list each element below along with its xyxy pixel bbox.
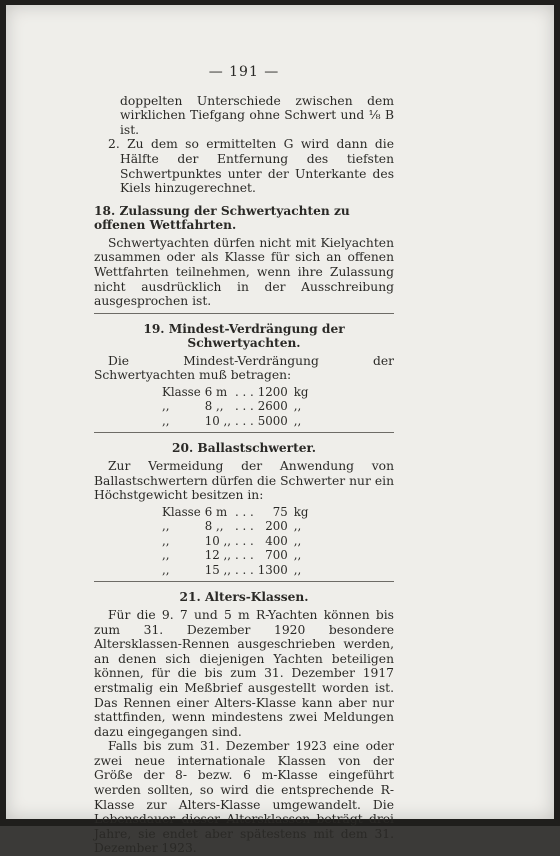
class-size: 10 ,,	[204, 413, 231, 428]
leader-dots: . . .	[234, 413, 254, 428]
section-18-text: Schwertyachten dürfen nicht mit Kielyachten zusammen oder als Klasse für sich an offenen Wettfahrten teilnehmen, wenn ihre Zulassung nicht ausdrücklich in der Ausschreibung ausgesprochen ist.	[94, 235, 394, 309]
section-21-heading: 21. Alters-Klassen.	[179, 589, 309, 604]
page-content	[94, 65, 394, 856]
class-label: Klasse	[162, 384, 201, 399]
weight-unit: ,,	[293, 533, 302, 548]
leader-dots: . . .	[234, 533, 254, 548]
weight-value: 2600	[257, 399, 288, 414]
book-page	[6, 5, 554, 856]
table-row	[162, 505, 312, 519]
page-number: — 191 —	[208, 64, 280, 80]
divider	[94, 581, 394, 582]
class-size: 12 ,,	[204, 548, 231, 563]
table-row	[162, 519, 312, 533]
divider	[94, 313, 394, 314]
table-row	[162, 548, 312, 562]
displacement-table	[162, 385, 312, 428]
weight-value: 5000	[257, 413, 288, 428]
table-row	[162, 414, 312, 428]
class-label: ,,	[162, 533, 170, 548]
class-label: ,,	[162, 399, 170, 414]
continued-text: doppelten Unterschiede zwischen dem wirklichen Tiefgang ohne Schwert und ⅛ B ist.	[120, 93, 394, 137]
class-label: ,,	[162, 519, 170, 534]
weight-value: 200	[265, 519, 288, 534]
table-row	[162, 399, 312, 413]
section-20-text: Zur Vermeidung der Anwendung von Ballastschwertern dürfen die Schwerter nur ein Höchstgewicht besitzen in:	[94, 459, 394, 503]
class-size: 6 m	[204, 504, 228, 519]
weight-value: 700	[265, 548, 288, 563]
leader-dots: . . .	[234, 384, 254, 399]
weight-value: 75	[272, 504, 288, 519]
section-21-para-2: Falls bis zum 31. Dezember 1923 eine oder zwei neue internationale Klassen von der Größe der 8- bezw. 6 m-Klasse eingeführt werden sollten, so wird die entsprechende R-Klasse zur Alters-Klasse umgewandelt. Die Lebensdauer dieser Altersklassen beträgt drei Jahre, sie endet aber spätestens mit dem 31. Dezember 1923.	[94, 739, 394, 856]
weight-unit: ,,	[293, 519, 302, 534]
weight-unit: ,,	[293, 413, 302, 428]
class-label: ,,	[162, 413, 170, 428]
weight-unit: kg	[293, 504, 309, 519]
class-label: ,,	[162, 548, 170, 563]
class-size: 8 ,,	[204, 399, 224, 414]
weight-value: 400	[265, 533, 288, 548]
weight-value: 1200	[257, 384, 288, 399]
class-label: Klasse	[162, 504, 201, 519]
section-20-heading: 20. Ballastschwerter.	[171, 441, 317, 456]
table-row	[162, 385, 312, 399]
weight-unit: ,,	[293, 399, 302, 414]
class-size: 15 ,,	[204, 562, 231, 577]
list-item-text: Zu dem so ermittelten G wird dann die Hälfte der Entfernung des tiefsten Schwertpunktes unter der Unterkante des Kiels hinzugerechnet.	[120, 137, 394, 196]
centerboard-weight-table	[162, 505, 312, 577]
class-size: 6 m	[204, 384, 228, 399]
weight-value: 1300	[257, 562, 288, 577]
weight-unit: kg	[293, 384, 309, 399]
class-size: 10 ,,	[204, 533, 231, 548]
section-19-heading: 19. Mindest-Verdrängung der Schwertyachten.	[143, 321, 345, 350]
class-label: ,,	[162, 562, 170, 577]
divider	[94, 432, 394, 433]
leader-dots: . . .	[234, 548, 254, 563]
table-row	[162, 563, 312, 577]
section-18-heading: 18. Zulassung der Schwertyachten zu offenen Wettfahrten.	[94, 203, 350, 232]
class-size: 8 ,,	[204, 519, 224, 534]
leader-dots: . . .	[234, 562, 254, 577]
list-item-2	[94, 137, 394, 195]
section-21-para-1: Für die 9. 7 und 5 m R-Yachten können bis zum 31. Dezember 1920 besondere Altersklassen-Rennen ausgeschrieben werden, an denen sich diejenigen Yachten beteiligen können, für die bis zum 31. Dezember 1917 erstmalig ein Meßbrief ausgestellt worden ist. Das Rennen einer Alters-Klasse kann aber nur stattfinden, wenn mindestens zwei Meldungen dazu eingegangen sind.	[94, 607, 394, 739]
weight-unit: ,,	[293, 548, 302, 563]
leader-dots: . . .	[234, 399, 254, 414]
leader-dots: . . .	[234, 504, 254, 519]
weight-unit: ,,	[293, 562, 302, 577]
list-item-number: 2.	[108, 137, 120, 152]
leader-dots: . . .	[234, 519, 254, 534]
section-19-text: Die Mindest-Verdrängung der Schwertyachten muß betragen:	[94, 353, 394, 383]
table-row	[162, 534, 312, 548]
